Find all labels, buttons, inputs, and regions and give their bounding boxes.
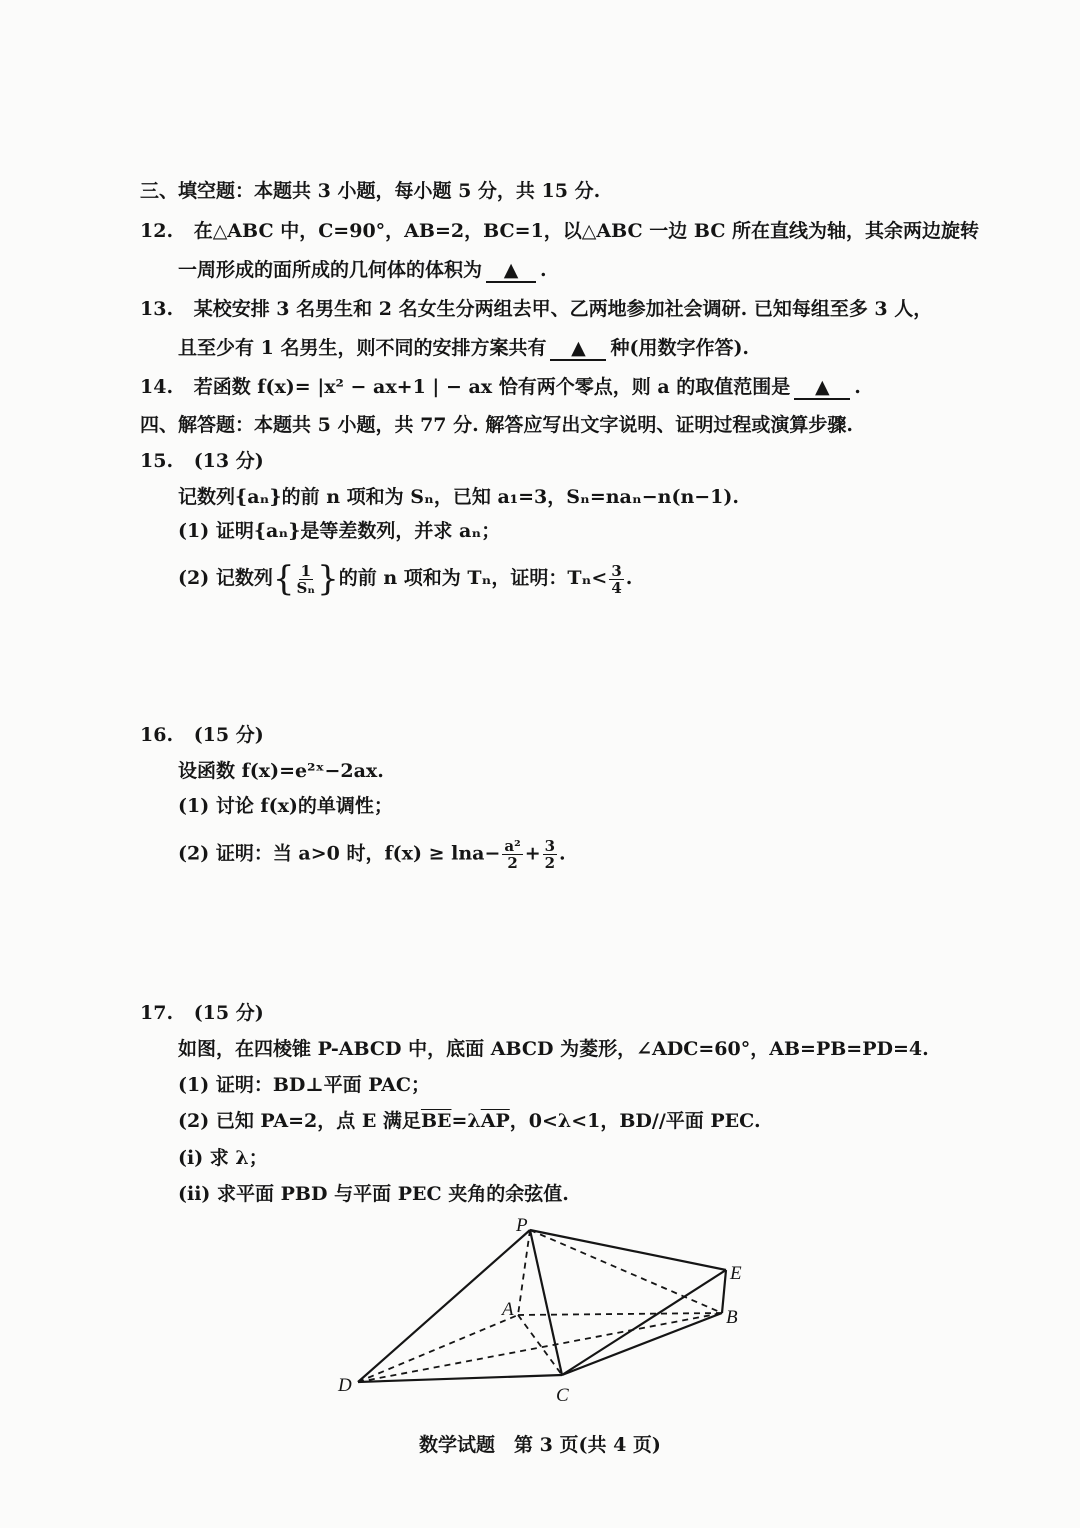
edge-db-hidden [358, 1313, 722, 1382]
fraction-three-halves [543, 838, 557, 871]
question-15-part-2 [178, 559, 633, 599]
question-13-text-3: 种(用数字作答). [610, 337, 750, 359]
fraction-numerator: 3 [611, 561, 622, 580]
question-12-text-1: 在△ABC 中，C=90°，AB=2，BC=1，以△ABC 一边 BC 所在直线为轴，其余两边旋转 [193, 220, 980, 242]
question-15-header [140, 448, 264, 474]
question-15-part-1: (1) 证明{aₙ}是等差数列，并求 aₙ； [178, 520, 501, 542]
question-13-text-2: 且至少有 1 名男生，则不同的安排方案共有 [178, 337, 547, 359]
pyramid-figure [330, 1215, 760, 1415]
fraction-denominator: 2 [507, 854, 518, 872]
question-16-part-2 [178, 838, 566, 871]
vertex-label-b: B [726, 1307, 738, 1328]
question-15-part-2-post: 的前 n 项和为 Tₙ，证明：Tₙ< [338, 567, 608, 589]
question-16-score: (15 分) [193, 724, 264, 746]
question-12-number: 12. [140, 220, 174, 242]
fraction-three-quarters [609, 563, 623, 596]
question-15-part-2-end: . [625, 567, 633, 589]
question-14-line [140, 374, 861, 400]
question-17-part-2-post: ，0<λ<1，BD//平面 PEC. [509, 1110, 761, 1132]
page-footer: 数学试题 第 3 页(共 4 页) [419, 1434, 661, 1456]
question-17-header [140, 1000, 264, 1026]
fraction-denominator: 2 [544, 854, 556, 872]
question-16-number: 16. [140, 724, 174, 746]
fraction-numerator: 1 [300, 561, 311, 580]
edge-pe [530, 1230, 726, 1270]
fraction-denominator: 4 [611, 578, 622, 597]
question-14-end: . [854, 376, 861, 398]
edge-ce [562, 1270, 726, 1375]
question-17-part-2 [178, 1108, 761, 1134]
question-13-line-2 [178, 335, 749, 361]
fraction-a-squared-over-2 [502, 838, 522, 871]
vertex-label-c: C [556, 1385, 569, 1406]
question-14-text: 若函数 f(x)= |x² − ax+1 | − ax 恰有两个零点，则 a 的取值范围是 [193, 376, 791, 398]
vertex-label-p: P [516, 1215, 528, 1236]
question-12-answer-blank: ▲ [486, 259, 536, 283]
question-13-text-1: 某校安排 3 名男生和 2 名女生分两组去甲、乙两地参加社会调研. 已知每组至多 3 人， [193, 298, 933, 320]
vertex-label-d: D [338, 1375, 352, 1396]
question-15-stem: 记数列{aₙ}的前 n 项和为 Sₙ，已知 a₁=3，Sₙ=naₙ−n(n−1). [178, 486, 740, 508]
question-13-answer-blank: ▲ [550, 337, 606, 361]
edge-da-hidden [358, 1315, 518, 1382]
question-17-stem: 如图，在四棱锥 P-ABCD 中，底面 ABCD 为菱形，∠ADC=60°，AB=PB=PD=4. [178, 1038, 929, 1060]
edge-pb-hidden [530, 1230, 722, 1313]
question-16-header [140, 722, 264, 748]
question-15-number: 15. [140, 450, 174, 472]
question-17-part-2-i: (i) 求 λ； [178, 1147, 268, 1169]
question-13-line-1 [140, 296, 932, 322]
question-16-part-1: (1) 讨论 f(x)的单调性； [178, 795, 393, 817]
vertex-label-a: A [502, 1299, 514, 1320]
question-17-number: 17. [140, 1002, 174, 1024]
question-17-part-1: (1) 证明：BD⊥平面 PAC； [178, 1074, 430, 1096]
section-3-heading: 三、填空题：本题共 3 小题，每小题 5 分，共 15 分. [140, 180, 601, 202]
question-15-part-2-pre: (2) 记数列 [178, 567, 273, 589]
vertex-label-e: E [730, 1263, 742, 1284]
fraction-numerator: 3 [544, 837, 556, 855]
question-15-score: (13 分) [193, 450, 264, 472]
edge-dc [358, 1375, 562, 1382]
edge-cb [562, 1313, 722, 1375]
question-17-score: (15 分) [193, 1002, 264, 1024]
section-4-heading: 四、解答题：本题共 5 小题，共 77 分. 解答应写出文字说明、证明过程或演算步骤. [140, 414, 853, 436]
question-16-part-2-end: . [559, 842, 566, 865]
question-17-part-2-pre: (2) 已知 PA=2，点 E 满足 [178, 1110, 421, 1132]
vector-ap: $\overline{AP}$ [480, 1110, 510, 1132]
plus-sign: + [524, 842, 541, 865]
question-12-line-1 [140, 218, 979, 244]
question-12-end: . [540, 259, 547, 281]
question-17-part-2-ii: (ii) 求平面 PBD 与平面 PEC 夹角的余弦值. [178, 1183, 569, 1205]
question-12-text-2: 一周形成的面所成的几何体的体积为 [178, 259, 483, 281]
fraction-denominator: Sₙ [296, 578, 316, 597]
question-16-part-2-pre: (2) 证明：当 a>0 时，f(x) ≥ lna− [178, 842, 501, 865]
right-brace: } [317, 559, 339, 599]
left-brace: { [272, 559, 295, 599]
question-16-stem: 设函数 f(x)=e²ˣ−2ax. [178, 760, 384, 782]
question-13-number: 13. [140, 298, 174, 320]
equals-lambda: =λ [451, 1110, 481, 1132]
edge-pa-hidden [518, 1230, 530, 1315]
fraction-numerator: a² [504, 837, 521, 855]
fraction-1-over-sn [296, 563, 315, 596]
question-14-number: 14. [140, 376, 174, 398]
vector-be: $\overline{BE}$ [420, 1110, 452, 1132]
question-14-answer-blank: ▲ [794, 376, 850, 400]
question-12-line-2 [178, 257, 547, 283]
